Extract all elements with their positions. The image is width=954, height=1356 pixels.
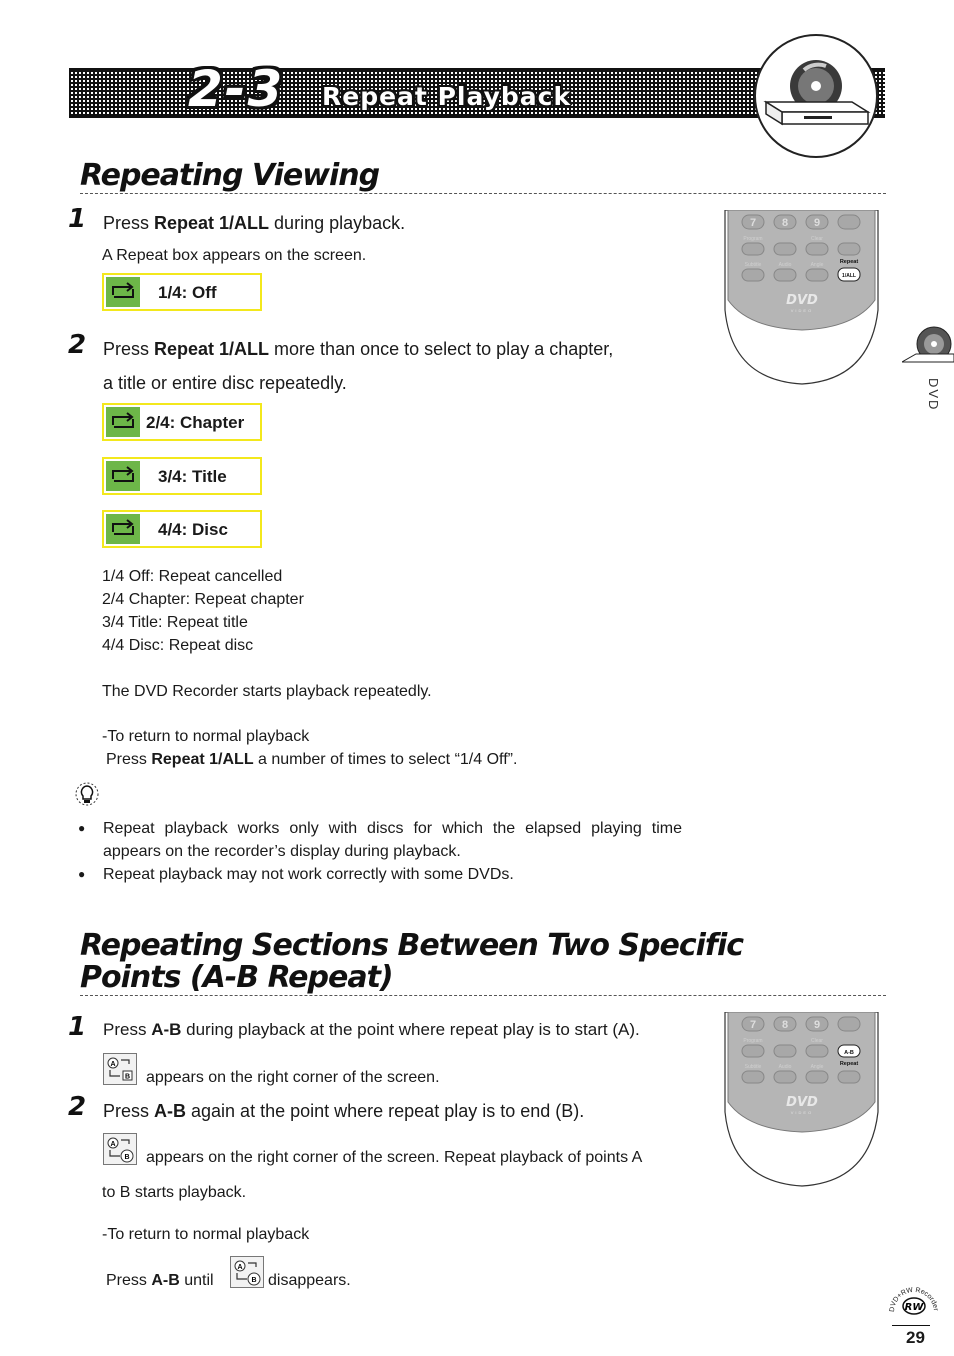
ab-repeat-a-icon (103, 1053, 137, 1085)
step2-text (103, 332, 703, 400)
ab-repeat-inline-icon (230, 1256, 264, 1288)
section-number: 2-3 (188, 60, 285, 118)
remote-label: Program (743, 1038, 763, 1044)
osd-repeat-off (102, 273, 262, 311)
remote-label: Audio (778, 262, 792, 268)
legend-line: 1/4 Off: Repeat cancelled (102, 568, 283, 585)
remote-digit: 9 (813, 1019, 821, 1031)
remote-repeat-label: Repeat (839, 1061, 859, 1067)
osd-repeat-disc (102, 510, 262, 548)
ab-step2-post: again at the point where repeat play is to end (B). (186, 1101, 585, 1121)
remote-ab-button: A-B (844, 1050, 854, 1056)
svg-text:B: B (124, 1154, 130, 1161)
rw-logo-ring-text: DVD+RW Recorder (888, 1286, 939, 1313)
dvd-rw-recorder-logo (886, 1278, 942, 1326)
ab-step1-note: appears on the right corner of the screen. (146, 1069, 440, 1086)
section2-divider (80, 995, 886, 996)
remote-repeat-button: 1/ALL (842, 273, 856, 279)
remote-dvd-logo: DVD (786, 1095, 818, 1110)
ab-step2-note: appears on the right corner of the screen. Repeat playback of points A (146, 1149, 643, 1166)
ab-return-until: until (179, 1272, 214, 1289)
tips-list (78, 817, 682, 886)
ab-repeat-b-icon (103, 1133, 137, 1165)
osd-chapter-label: 2/4: Chapter (146, 413, 245, 432)
remote-illustration-repeat (720, 210, 883, 385)
osd-off-label: 1/4: Off (158, 283, 217, 302)
remote-label: Clear (811, 236, 823, 242)
osd-repeat-title (102, 457, 262, 495)
remote-dvd-logo: DVD (786, 293, 818, 308)
return-post: a number of times to select “1/4 Off”. (253, 751, 518, 768)
disc-player-emblem (754, 34, 878, 158)
remote-digit: 7 (749, 217, 757, 229)
section2-heading-line1: Repeating Sections Between Two Specific (80, 928, 744, 963)
page-number-rule (892, 1325, 930, 1326)
remote-label: Audio (778, 1064, 792, 1070)
rw-logo-mark: RW (904, 1302, 924, 1313)
ab-step1-post: during playback at the point where repeat play is to start (A). (181, 1020, 640, 1039)
section-title: Repeat Playback (322, 82, 572, 111)
ab-step1-text (103, 1013, 703, 1047)
remote-dvd-logo-sub: VIDEO (790, 308, 814, 313)
ab-step2-pre: Press (103, 1101, 155, 1121)
ab-step1-button-name: A-B (151, 1020, 182, 1039)
repeat-icon (106, 277, 140, 307)
osd-title-label: 3/4: Title (158, 467, 227, 486)
lightbulb-icon (72, 780, 102, 815)
svg-text:A: A (110, 1061, 116, 1068)
repeat-icon (106, 407, 140, 437)
remote-label: Subtitle (744, 262, 762, 268)
remote-label: Angle (810, 1064, 824, 1070)
step1-note: A Repeat box appears on the screen. (102, 247, 367, 264)
remote-digit: 9 (813, 217, 821, 229)
step2-number: 2 (68, 330, 87, 360)
svg-text:B: B (251, 1277, 257, 1284)
section1-divider (80, 193, 886, 194)
repeat-icon (106, 461, 140, 491)
repeat-icon (106, 514, 140, 544)
ab-step1-pre: Press (103, 1020, 152, 1039)
remote-label: Clear (811, 1038, 823, 1044)
return-pre: Press (106, 751, 152, 768)
svg-text:A: A (237, 1264, 243, 1271)
ab-step2-button-name: A-B (154, 1101, 187, 1121)
return-button-name: Repeat 1/ALL (151, 751, 254, 768)
osd-disc-label: 4/4: Disc (158, 520, 228, 539)
side-section-label: DVD (926, 378, 941, 412)
svg-text:A: A (110, 1141, 116, 1148)
page-number: 29 (906, 1328, 925, 1347)
svg-text:B: B (124, 1073, 131, 1081)
disc-player-icon (756, 36, 876, 156)
remote-digit: 8 (781, 217, 789, 229)
ab-return-heading: -To return to normal playback (102, 1226, 310, 1243)
remote-repeat-label: Repeat (839, 259, 859, 265)
legend-line: 4/4 Disc: Repeat disc (102, 637, 254, 654)
tip-item: ● Repeat playback may not work correctly with some DVDs. (78, 863, 682, 886)
step2-line2: a title or entire disc repeatedly. (103, 373, 347, 393)
ab-step2-number: 2 (68, 1092, 87, 1122)
ab-return-post: disappears. (268, 1272, 351, 1289)
legend-line: 3/4 Title: Repeat title (102, 614, 248, 631)
ab-step2-text (103, 1094, 703, 1128)
step1-button-name: Repeat 1/ALL (154, 213, 270, 233)
dvd-section-tab (902, 324, 954, 368)
legend-line: 2/4 Chapter: Repeat chapter (102, 591, 304, 608)
ab-step1-number: 1 (68, 1012, 87, 1042)
remote-label: Program (743, 236, 763, 242)
step1-post: during playback. (269, 213, 406, 233)
step2-button-name: Repeat 1/ALL (154, 339, 270, 359)
repeat-mode-legend (102, 565, 304, 657)
ab-return-pre (106, 1269, 214, 1292)
section1-heading: Repeating Viewing (80, 158, 380, 193)
remote-label: Subtitle (744, 1064, 762, 1070)
remote-digit: 8 (781, 1019, 789, 1031)
step2-post: more than once to select to play a chapter, (269, 339, 614, 359)
remote-dvd-logo-sub: VIDEO (790, 1110, 814, 1115)
starts-note: The DVD Recorder starts playback repeatedly. (102, 683, 432, 700)
step1-text (103, 206, 405, 240)
step1-pre: Press (103, 213, 155, 233)
osd-repeat-chapter (102, 403, 262, 441)
remote-digit: 7 (749, 1019, 757, 1031)
step2-pre: Press (103, 339, 155, 359)
remote-illustration-ab (720, 1012, 883, 1187)
step1-number: 1 (68, 204, 87, 234)
ab-return-button-name: A-B (151, 1272, 180, 1289)
section2-heading-line2: Points (A-B Repeat) (80, 960, 393, 995)
return-instruction (106, 748, 517, 771)
tip-item: ● Repeat playback works only with discs for which the elapsed playing time appears on the recorder’s display during playback. (78, 817, 682, 863)
return-heading: -To return to normal playback (102, 728, 310, 745)
ab-step2-note2: to B starts playback. (102, 1184, 247, 1201)
remote-label: Angle (810, 262, 824, 268)
ab-return-press: Press (106, 1272, 152, 1289)
